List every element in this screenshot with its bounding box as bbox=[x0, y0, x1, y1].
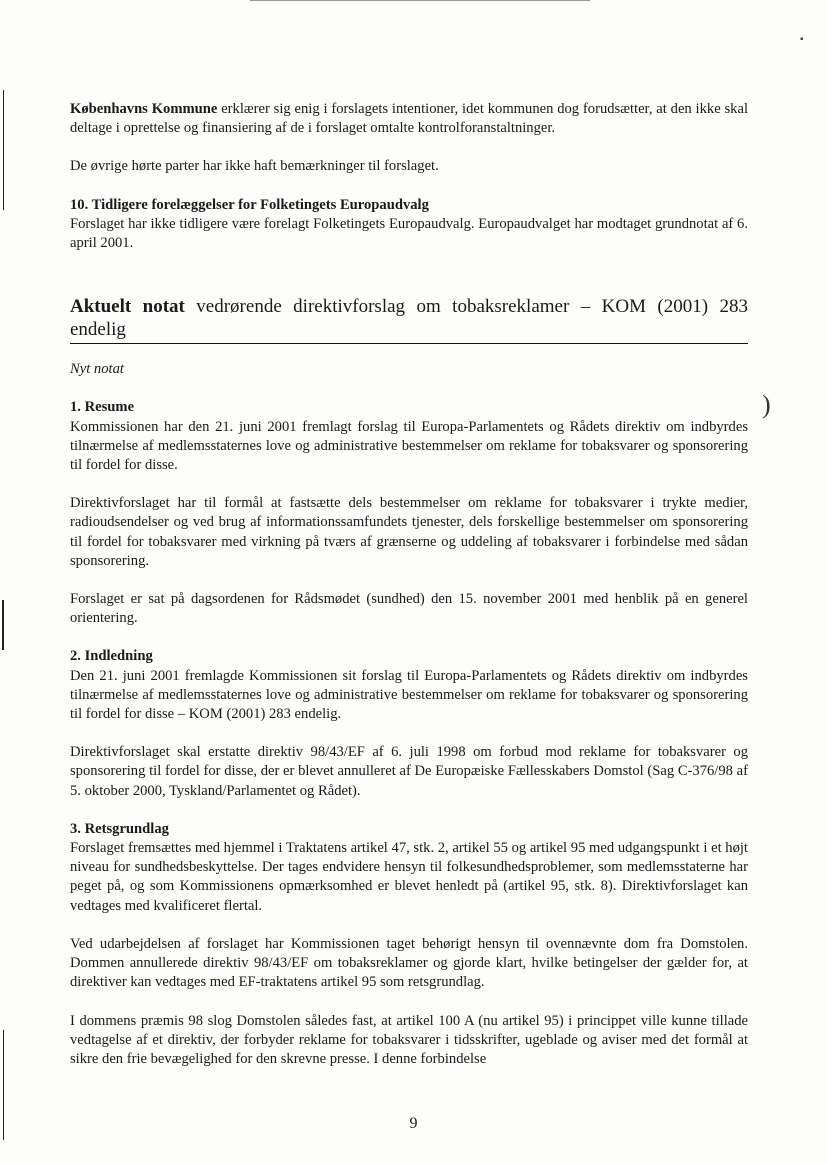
punch-hole-mark: ) bbox=[762, 390, 771, 419]
indledning-heading: 2. Indledning bbox=[70, 648, 153, 665]
resume-paragraph-1: Kommissionen har den 21. juni 2001 fremlagt forslag til Europa-Parlamentets og Rådets direktiv om indbyrdes tilnærmelse af medlemsstaternes love og administrative bestemmelser om reklame for tobaksvarer og sponsorering til fordel for disse. bbox=[70, 418, 748, 474]
scan-edge-left-lower bbox=[2, 600, 4, 650]
resume-paragraph-3: Forslaget er sat på dagsordenen for Rådsmødet (sundhed) den 15. november 2001 med henblik på en generel orientering. bbox=[70, 591, 748, 627]
note-title-rest: vedrørende direktivforslag om tobaksreklamer – KOM (2001) 283 endelig bbox=[70, 296, 748, 341]
retsgrundlag-paragraph-3: I dommens præmis 98 slog Domstolen således fast, at artikel 100 A (nu artikel 95) i princippet ville kunne tillade vedtagelse af et direktiv, der forbyder reklame for tobaksvarer i tidsskrifter, ugeblade og aviser med det formål at sikre den frie bevægelighed for den skrevne presse. I denne forbindelse bbox=[70, 1012, 748, 1067]
municipality-text: erklærer sig enig i forslagets intentioner, idet kommunen dog forudsætter, at den ikke skal deltage i oprettelse og finansiering af de i forslaget omtalte kontrolforanstaltninger. bbox=[70, 101, 749, 137]
scan-edge-left bbox=[3, 90, 4, 210]
document-body bbox=[70, 100, 748, 1069]
scan-dot: ▪ bbox=[800, 34, 804, 45]
note-title bbox=[70, 295, 748, 344]
section-10-heading: 10. Tidligere forelæggelser for Folketingets Europaudvalg bbox=[70, 196, 429, 213]
retsgrundlag-heading: 3. Retsgrundlag bbox=[70, 820, 169, 837]
scan-edge-top bbox=[250, 0, 590, 1]
resume-paragraph-2: Direktivforslaget har til formål at fastsætte dels bestemmelser om reklame for tobaksvarer i trykte medier, radioudsendelser og ved brug af informationssamfundets tjenester, dels forskellige bestemmelser om sponsorering til fordel for tobaksvarer med virkning på tværs af grænserne og uddeling af tobaksvarer i forbindelse med sådan sponsorering. bbox=[70, 495, 748, 569]
retsgrundlag-paragraph-2: Ved udarbejdelsen af forslaget har Kommissionen taget behørigt hensyn til ovennævnte dom fra Domstolen. Dommen annullerede direktiv 98/43/EF om tobaksreklamer og gjorde klart, hvilke betingelser der gælder for, at direktiver kan vedtages med EF-traktatens artikel 95 som retsgrundlag. bbox=[70, 935, 748, 991]
retsgrundlag-paragraph-1: Forslaget fremsættes med hjemmel i Traktatens artikel 47, stk. 2, artikel 55 og artikel 95 med udgangspunkt i et højt niveau for sundhedsbeskyttelse. Der tages endvidere hensyn til folkesundhedsproblemer, som medlemsstaterne har peget på, og som Kommissionens opmærksomhed er blevet henledt på (artikel 95, stk. 8). Direktivforslaget kan vedtages med kvalificeret flertal. bbox=[70, 840, 748, 914]
municipality-paragraph bbox=[70, 100, 748, 138]
indledning-paragraph-2: Direktivforslaget skal erstatte direktiv 98/43/EF af 6. juli 1998 om forbud mod reklame for tobaksvarer og sponsorering til fordel for disse, der er blevet annulleret af De Europæiske Fællesskabers Domstol (Sag C-376/98 af 5. oktober 2000, Tyskland/Parlamentet og Rådet). bbox=[70, 744, 748, 799]
municipality-name: Københavns Kommune bbox=[70, 101, 218, 117]
other-parties-paragraph: De øvrige hørte parter har ikke haft bemærkninger til forslaget. bbox=[70, 158, 439, 175]
page-number: 9 bbox=[409, 1115, 418, 1132]
section-10-body: Forslaget har ikke tidligere være forelagt Folketingets Europaudvalg. Europaudvalget har modtaget grundnotat af 6. april 2001. bbox=[70, 215, 748, 252]
note-subtitle: Nyt notat bbox=[70, 361, 124, 378]
note-title-bold: Aktuelt notat bbox=[70, 296, 185, 318]
resume-heading: 1. Resume bbox=[70, 399, 135, 416]
indledning-paragraph-1: Den 21. juni 2001 fremlagde Kommissionen sit forslag til Europa-Parlamentets og Rådets direktiv om indbyrdes tilnærmelse af medlemsstaternes love og administrative bestemmelser om reklame for tobaksvarer og sponsorering til fordel for disse – KOM (2001) 283 endelig. bbox=[70, 667, 748, 723]
